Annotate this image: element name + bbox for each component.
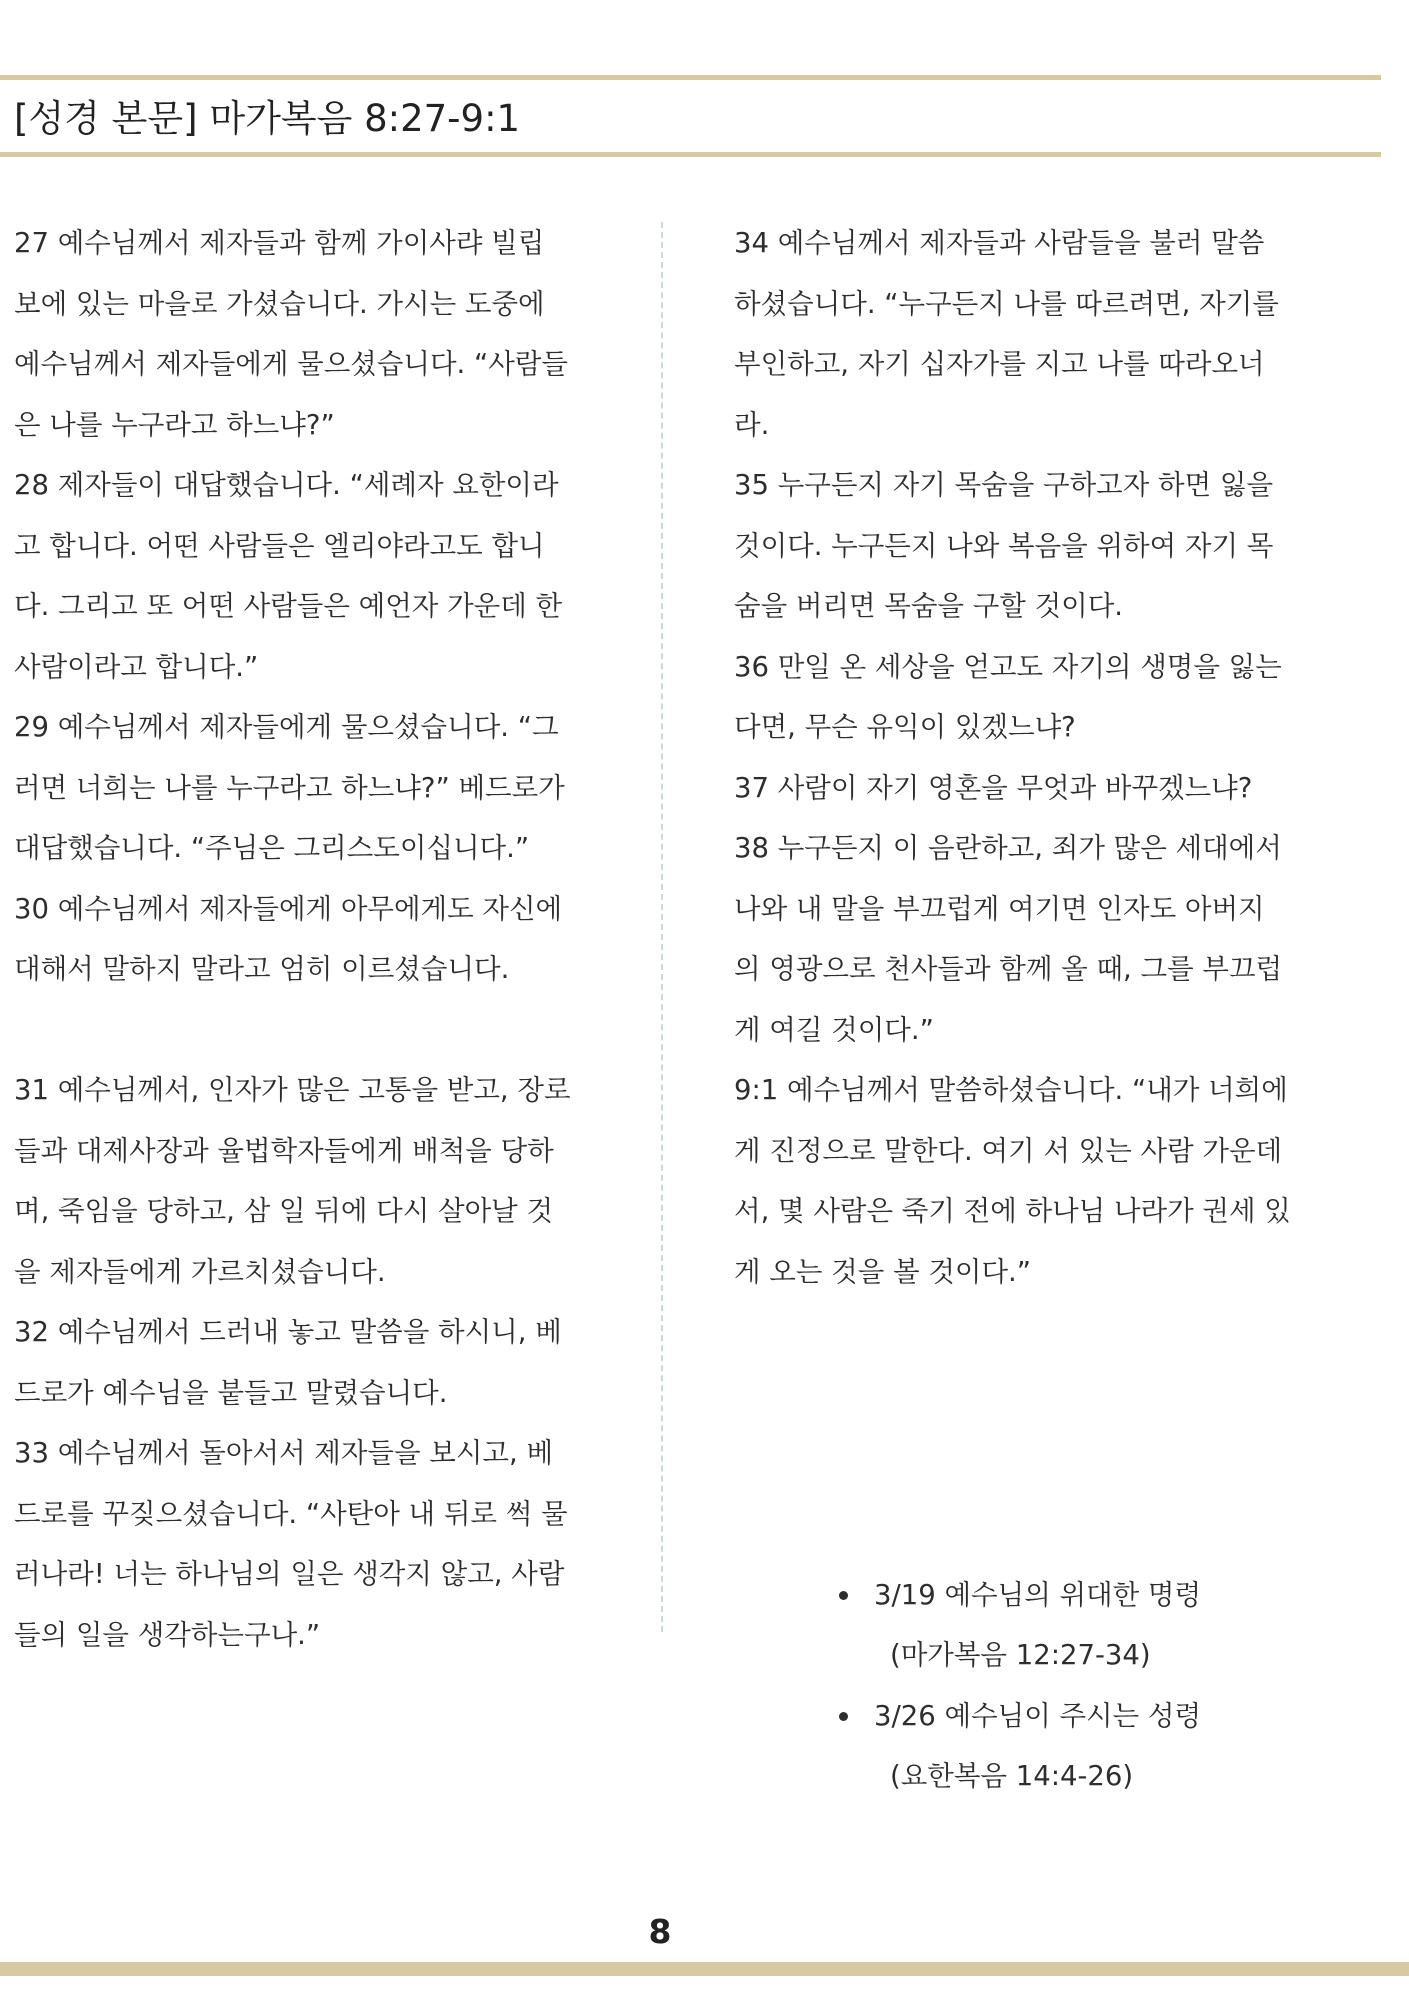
text-line: 29 예수님께서 제자들에게 물으셨습니다. “그 bbox=[14, 711, 559, 743]
text-line: 서, 몇 사람은 죽기 전에 하나님 나라가 권세 있 bbox=[734, 1195, 1291, 1227]
text-line: 을 제자들에게 가르치셨습니다. bbox=[14, 1255, 386, 1288]
text-line: 하셨습니다. “누구든지 나를 따르려면, 자기를 bbox=[734, 287, 1279, 320]
text-line: 것이다. 누구든지 나와 복음을 위하여 자기 목 bbox=[734, 529, 1274, 562]
text-line: 게 여길 것이다.” bbox=[734, 1013, 934, 1046]
text-line: 의 영광으로 천사들과 함께 올 때, 그를 부끄럽 bbox=[734, 953, 1283, 985]
text-line: 보에 있는 마을로 가셨습니다. 가시는 도중에 bbox=[14, 287, 545, 320]
sermon-title: 3/19 예수님의 위대한 명령 bbox=[874, 1579, 1202, 1611]
text-line: 들과 대제사장과 율법학자들에게 배척을 당하 bbox=[14, 1134, 554, 1167]
text-line: 게 진정으로 말한다. 여기 서 있는 사람 가운데 bbox=[734, 1134, 1283, 1167]
text-line: 드로가 예수님을 붙들고 말렸습니다. bbox=[14, 1376, 448, 1409]
text-line: 게 오는 것을 볼 것이다.” bbox=[734, 1255, 1032, 1288]
header-top-rule bbox=[0, 75, 1381, 80]
list-item bbox=[830, 1686, 1350, 1807]
scripture-left-column bbox=[14, 213, 614, 1665]
text-line: 38 누구든지 이 음란하고, 죄가 많은 세대에서 bbox=[734, 832, 1282, 864]
sermon-reference: (마가복음 12:27-34) bbox=[890, 1639, 1151, 1671]
text-line: 며, 죽임을 당하고, 삼 일 뒤에 다시 살아날 것 bbox=[14, 1195, 554, 1227]
page-number: 8 bbox=[648, 1912, 672, 1951]
text-line: 27 예수님께서 제자들과 함께 가이사랴 빌립 bbox=[14, 227, 545, 259]
text-line: 러면 너희는 나를 누구라고 하느냐?” 베드로가 bbox=[14, 771, 565, 804]
text-line: 은 나를 누구라고 하느냐?” bbox=[14, 408, 335, 441]
text-line: 예수님께서 제자들에게 물으셨습니다. “사람들 bbox=[14, 348, 568, 380]
bullet-icon bbox=[839, 1591, 848, 1600]
footer-bar bbox=[0, 1962, 1409, 1976]
text-line: 대답했습니다. “주님은 그리스도이십니다.” bbox=[14, 832, 530, 864]
text-line: 28 제자들이 대답했습니다. “세례자 요한이라 bbox=[14, 469, 559, 501]
text-line: 37 사람이 자기 영혼을 무엇과 바꾸겠느냐? bbox=[734, 771, 1253, 804]
text-line: 라. bbox=[734, 408, 770, 441]
text-line: 35 누구든지 자기 목숨을 구하고자 하면 잃을 bbox=[734, 469, 1274, 501]
text-line: 들의 일을 생각하는구나.” bbox=[14, 1618, 321, 1651]
text-line: 다면, 무슨 유익이 있겠느냐? bbox=[734, 711, 1076, 743]
list-item bbox=[830, 1565, 1350, 1686]
text-line: 나와 내 말을 부끄럽게 여기면 인자도 아버지 bbox=[734, 892, 1265, 925]
sermon-reference: (요한복음 14:4-26) bbox=[890, 1760, 1134, 1792]
text-line: 대해서 말하지 말라고 엄히 이르셨습니다. bbox=[14, 953, 510, 985]
text-line: 33 예수님께서 돌아서서 제자들을 보시고, 베 bbox=[14, 1437, 554, 1469]
text-line: 드로를 꾸짖으셨습니다. “사탄아 내 뒤로 썩 물 bbox=[14, 1497, 568, 1530]
text-line: 30 예수님께서 제자들에게 아무에게도 자신에 bbox=[14, 892, 563, 925]
text-line: 9:1 예수님께서 말씀하셨습니다. “내가 너희에 bbox=[734, 1074, 1288, 1106]
text-line: 고 합니다. 어떤 사람들은 엘리야라고도 합니 bbox=[14, 529, 545, 562]
text-line: 사람이라고 합니다.” bbox=[14, 650, 259, 683]
text-line: 34 예수님께서 제자들과 사람들을 불러 말씀 bbox=[734, 227, 1265, 259]
text-line: 31 예수님께서, 인자가 많은 고통을 받고, 장로 bbox=[14, 1074, 571, 1106]
text-line: 숨을 버리면 목숨을 구할 것이다. bbox=[734, 590, 1124, 622]
sermon-title: 3/26 예수님이 주시는 성령 bbox=[874, 1700, 1202, 1732]
page-title: [성경 본문] 마가복음 8:27-9:1 bbox=[14, 97, 521, 140]
text-line: 부인하고, 자기 십자가를 지고 나를 따라오너 bbox=[734, 348, 1265, 380]
text-line: 32 예수님께서 드러내 놓고 말씀을 하시니, 베 bbox=[14, 1316, 562, 1348]
blank-line bbox=[14, 1000, 614, 1061]
text-line: 다. 그리고 또 어떤 사람들은 예언자 가운데 한 bbox=[14, 590, 563, 622]
bullet-icon bbox=[839, 1712, 848, 1721]
text-line: 36 만일 온 세상을 얻고도 자기의 생명을 잃는 bbox=[734, 650, 1282, 683]
header-bottom-rule bbox=[0, 152, 1381, 157]
upcoming-sermons-list bbox=[830, 1565, 1350, 1807]
column-divider bbox=[661, 222, 663, 1632]
text-line: 러나라! 너는 하나님의 일은 생각지 않고, 사람 bbox=[14, 1558, 565, 1590]
scripture-right-column bbox=[734, 213, 1334, 1302]
